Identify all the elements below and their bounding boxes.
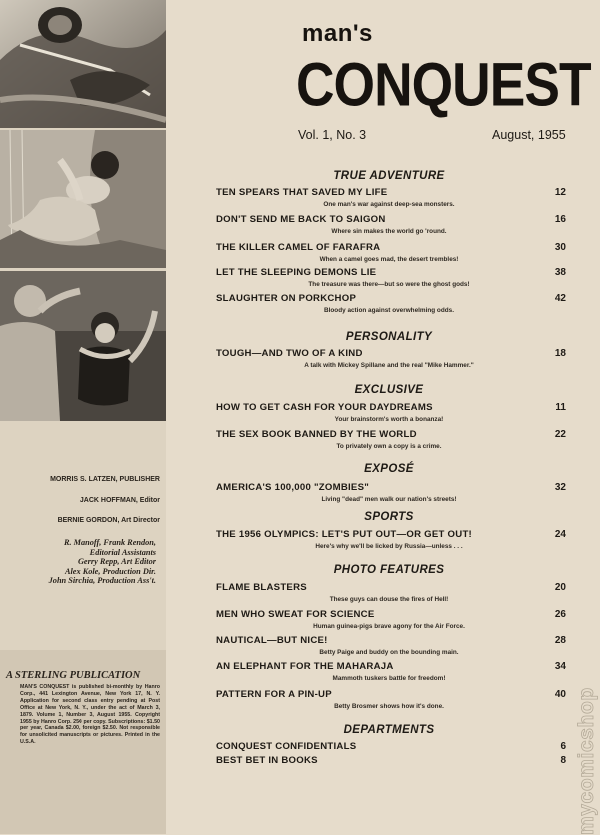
watermark-text: mycomicshop <box>575 687 598 835</box>
pinup-photo-beach <box>0 130 166 268</box>
entry-page: 12 <box>554 187 566 198</box>
entry-description: One man's war against deep-sea monsters. <box>323 201 455 208</box>
entry-title: TOUGH—AND TWO OF A KIND <box>216 348 363 359</box>
entry-description: Human guinea-pigs brave agony for the Air Force. <box>313 623 465 630</box>
entry-title: SLAUGHTER ON PORKCHOP <box>216 293 357 304</box>
entry-page: 16 <box>554 214 566 225</box>
left-column <box>0 0 166 834</box>
pinup-photo-couple <box>0 271 166 421</box>
entry-title: AN ELEPHANT FOR THE MAHARAJA <box>216 661 394 672</box>
entry-page: 24 <box>554 529 566 540</box>
entry-title: NAUTICAL—BUT NICE! <box>216 635 328 646</box>
staff-credit-line: Gerry Repp, Art Editor <box>77 557 156 567</box>
entry-page: 20 <box>554 582 566 593</box>
diver-photo <box>0 0 166 128</box>
entry-description: Betty Brosmer shows how it's done. <box>334 703 444 710</box>
entry-description: A talk with Mickey Spillane and the real "Mike Hammer." <box>304 362 474 369</box>
entry-description: Where sin makes the world go 'round. <box>331 228 447 235</box>
section-heading: DEPARTMENTS <box>343 724 435 736</box>
entry-page: 18 <box>554 348 566 359</box>
entry-title: DON'T SEND ME BACK TO SAIGON <box>216 214 386 225</box>
editor-credit: JACK HOFFMAN, Editor <box>79 497 160 504</box>
staff-credit-line: John Sirchia, Production Ass't. <box>48 576 156 586</box>
staff-credit-line: Editorial Assistants <box>89 547 156 557</box>
entry-page: 26 <box>554 609 566 620</box>
entry-description: Living "dead" men walk our nation's streets! <box>321 496 457 503</box>
section-heading: EXPOSÉ <box>364 463 414 475</box>
entry-description: Mammoth tuskers battle for freedom! <box>332 675 446 682</box>
issue-date: August, 1955 <box>492 128 566 142</box>
entry-page: 38 <box>554 267 566 278</box>
entry-title: HOW TO GET CASH FOR YOUR DAYDREAMS <box>216 402 433 413</box>
section-heading: TRUE ADVENTURE <box>333 170 445 182</box>
entry-page: 22 <box>554 429 566 440</box>
entry-description: When a camel goes mad, the desert trembles! <box>319 256 459 263</box>
entry-description: Bloody action against overwhelming odds. <box>324 307 454 314</box>
section-heading: SPORTS <box>364 511 414 523</box>
entry-page: 8 <box>560 755 566 766</box>
entry-title: PATTERN FOR A PIN-UP <box>216 689 332 700</box>
masthead-title: CONQUEST <box>296 49 591 119</box>
entry-title: BEST BET IN BOOKS <box>216 755 318 766</box>
publisher-credit: MORRIS S. LATZEN, PUBLISHER <box>50 476 160 483</box>
entry-description: Betty Paige and buddy on the bounding main. <box>319 649 459 656</box>
art-director-credit: BERNIE GORDON, Art Director <box>57 517 160 524</box>
entry-page: 34 <box>554 661 566 672</box>
entry-title: TEN SPEARS THAT SAVED MY LIFE <box>216 187 388 198</box>
entry-title: THE KILLER CAMEL OF FARAFRA <box>216 242 381 253</box>
entry-description: The treasure was there—but so were the ghost gods! <box>308 281 470 288</box>
entry-title: CONQUEST CONFIDENTIALS <box>216 741 357 752</box>
staff-credit-line: R. Manoff, Frank Rendon, <box>63 538 156 547</box>
entry-page: 11 <box>555 402 566 413</box>
entry-page: 28 <box>554 635 566 646</box>
entry-page: 40 <box>554 689 566 700</box>
entry-title: THE 1956 OLYMPICS: LET'S PUT OUT—OR GET OUT! <box>216 529 472 540</box>
entry-description: These guys can douse the fires of Hell! <box>329 596 449 603</box>
masthead-small: man's <box>302 20 373 47</box>
section-heading: PERSONALITY <box>345 331 433 343</box>
entry-description: Your brainstorm's worth a bonanza! <box>334 416 444 423</box>
entry-description: To privately own a copy is a crime. <box>336 443 442 450</box>
entry-page: 6 <box>560 741 566 752</box>
watermark <box>572 630 598 835</box>
entry-page: 30 <box>554 242 566 253</box>
entry-description: Here's why we'll be licked by Russia—unless . . . <box>315 543 463 550</box>
staff-credit-line: Alex Kole, Production Dir. <box>64 566 156 576</box>
publication-notice: MAN'S CONQUEST is published bi-monthly by Hanro Corp., 441 Lexington Avenue, New York 17, N. Y. Application for second class entry pending at Post Office at New York, N. Y., under the act of March 3, 1879. Volume 1, Number 3, August 1955. Copyright 1955 by Hanro Corp. 25¢ per copy. Subscriptions: $1.50 per year, Canada $2.00, foreign $2.50. Not responsible for unsolicited manuscripts or pictures. Printed in the U.S.A. <box>20 684 160 746</box>
entry-page: 42 <box>554 293 566 304</box>
publisher-title: A STERLING PUBLICATION <box>6 670 141 681</box>
entry-title: LET THE SLEEPING DEMONS LIE <box>216 267 377 278</box>
entry-title: THE SEX BOOK BANNED BY THE WORLD <box>216 429 417 440</box>
section-heading: EXCLUSIVE <box>354 384 424 396</box>
section-heading: PHOTO FEATURES <box>333 564 445 576</box>
issue-volume: Vol. 1, No. 3 <box>298 128 367 142</box>
entry-title: MEN WHO SWEAT FOR SCIENCE <box>216 609 375 620</box>
entry-page: 32 <box>554 482 566 493</box>
entry-title: FLAME BLASTERS <box>216 582 307 593</box>
entry-title: AMERICA'S 100,000 "ZOMBIES" <box>216 482 370 493</box>
